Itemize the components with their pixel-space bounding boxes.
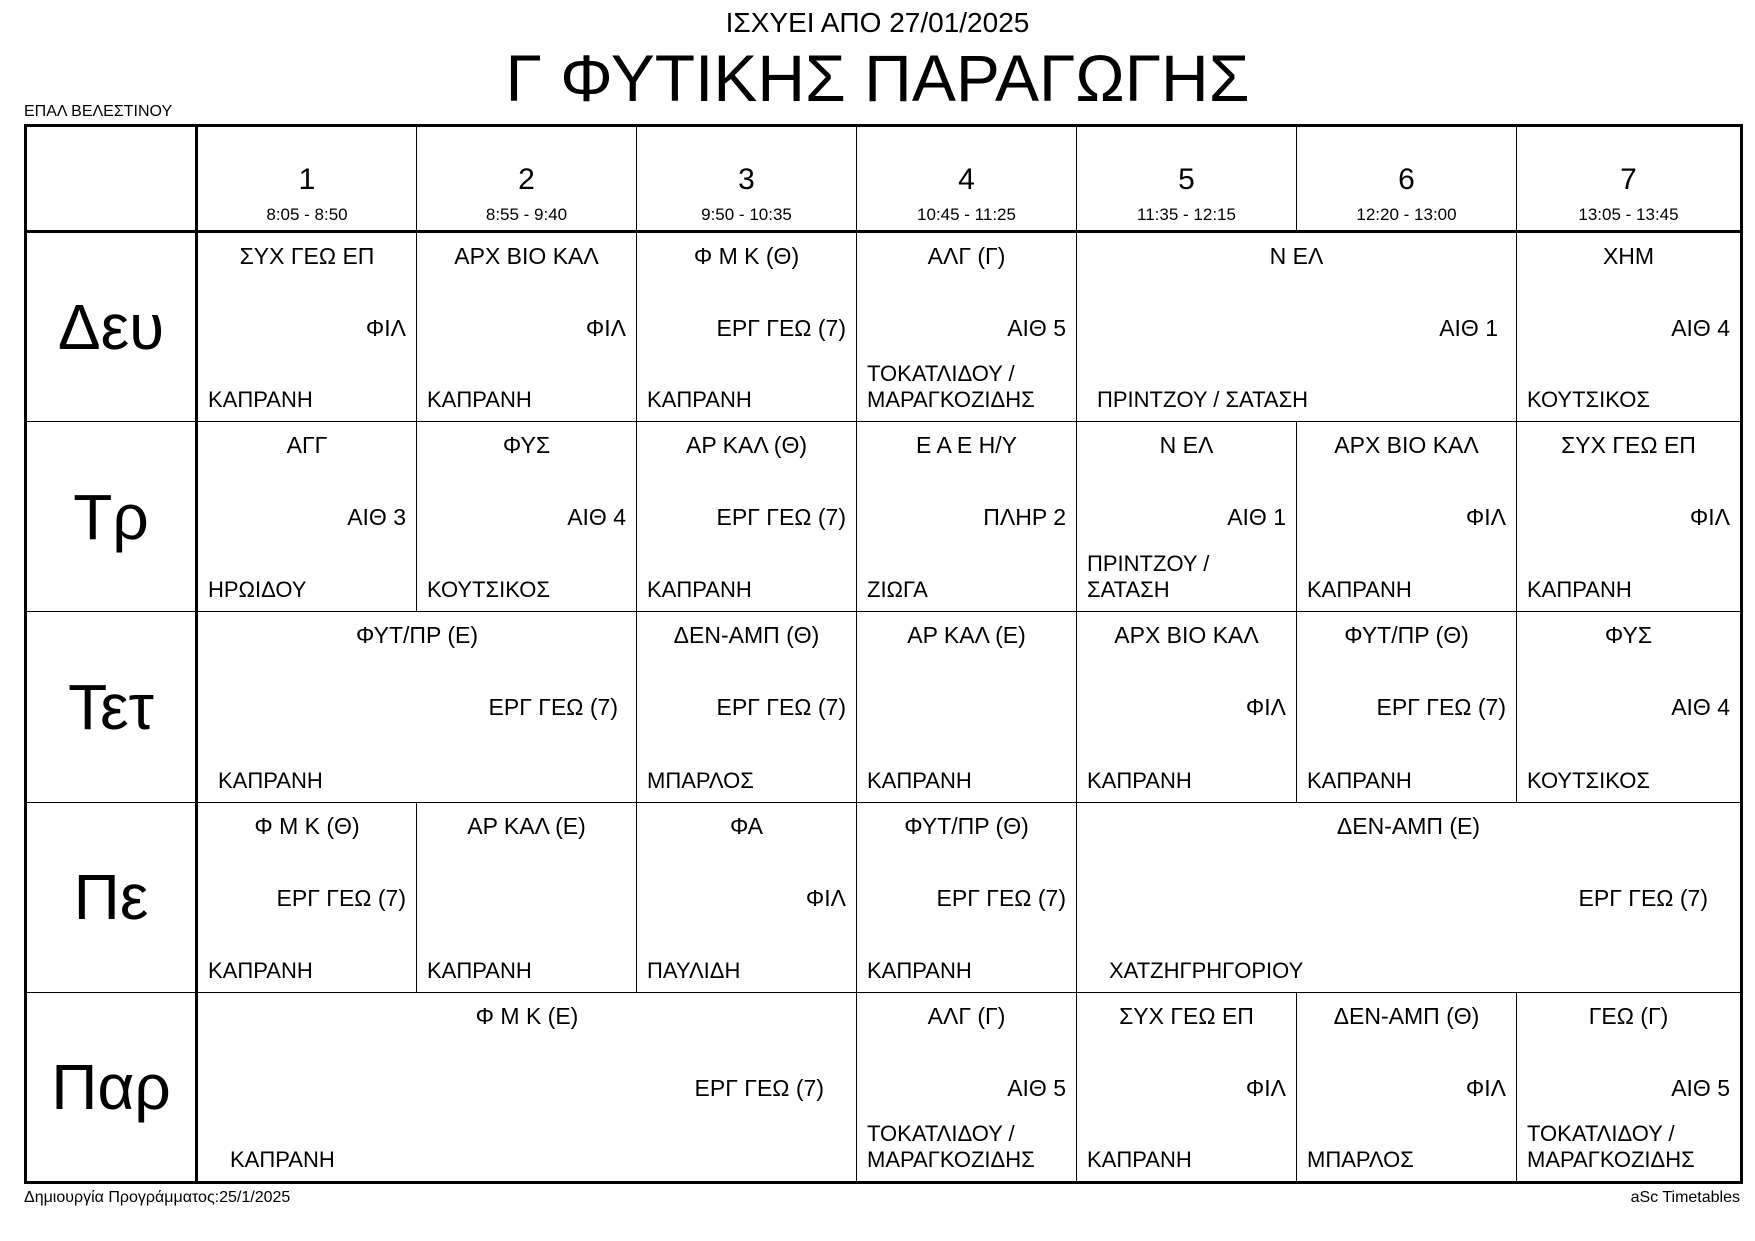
lesson-room: ΕΡΓ ΓΕΩ (7)	[488, 694, 618, 721]
period-header	[1297, 126, 1517, 232]
lesson-room: ΦΙΛ	[1245, 694, 1286, 721]
period-header	[417, 126, 637, 232]
lesson-cell	[1077, 612, 1297, 802]
lesson-room: ΑΙΘ 1	[1227, 504, 1286, 531]
lesson-teacher: ΗΡΩΙΔΟΥ	[208, 577, 307, 603]
lesson-teacher: ΤΟΚΑΤΛΙΔΟΥ / ΜΑΡΑΓΚΟΖΙΔΗΣ	[867, 361, 1035, 413]
period-number: 6	[1398, 163, 1415, 196]
lesson-teacher: ΖΙΩΓΑ	[867, 577, 928, 603]
lesson-teacher: ΚΑΠΡΑΝΗ	[1087, 767, 1192, 793]
validity-subtitle: ΙΣΧΥΕΙ ΑΠΟ 27/01/2025	[725, 7, 1030, 38]
lesson-subject: Φ Μ Κ (Ε)	[475, 1002, 579, 1029]
lesson-subject: ΧΗΜ	[1602, 243, 1655, 270]
lesson-cell	[1517, 422, 1742, 612]
day-label: Τετ	[68, 671, 154, 744]
lesson-teacher: ΚΑΠΡΑΝΗ	[218, 767, 323, 793]
lesson-room: ΑΙΘ 4	[1671, 694, 1730, 721]
period-time: 11:35 - 12:15	[1137, 205, 1236, 224]
lesson-cell	[1517, 612, 1742, 802]
lesson-room: ΦΙΛ	[1465, 1074, 1506, 1101]
lesson-cell	[857, 992, 1077, 1182]
lesson-cell	[857, 612, 1077, 802]
lesson-room: ΑΙΘ 1	[1439, 315, 1498, 342]
lesson-room: ΕΡΓ ΓΕΩ (7)	[936, 884, 1066, 911]
lesson-teacher: ΚΑΠΡΑΝΗ	[1087, 1147, 1192, 1172]
lesson-cell	[197, 612, 637, 802]
lesson-teacher: ΤΟΚΑΤΛΙΔΟΥ / ΜΑΡΑΓΚΟΖΙΔΗΣ	[1527, 1121, 1695, 1172]
lesson-cell	[197, 232, 417, 422]
lesson-cell	[1297, 422, 1517, 612]
lesson-cell	[417, 232, 637, 422]
lesson-subject: ΔΕΝ-ΑΜΠ (Θ)	[1333, 1002, 1480, 1029]
period-time: 12:20 - 13:00	[1356, 205, 1457, 224]
period-header	[637, 126, 857, 232]
lesson-subject: ΑΡΧ ΒΙΟ ΚΑΛ	[1114, 622, 1259, 649]
period-header	[197, 126, 417, 232]
lesson-cell	[1517, 232, 1742, 422]
lesson-cell	[637, 802, 857, 992]
period-number: 3	[738, 163, 755, 196]
period-number: 5	[1178, 163, 1195, 196]
period-time: 9:50 - 10:35	[701, 205, 792, 224]
lesson-teacher: ΚΑΠΡΑΝΗ	[208, 957, 313, 983]
lesson-cell	[1297, 992, 1517, 1182]
day-cell	[26, 422, 197, 612]
lesson-subject: Ν ΕΛ	[1159, 432, 1214, 459]
period-header	[1517, 126, 1742, 232]
lesson-teacher: ΧΑΤΖΗΓΡΗΓΟΡΙΟΥ	[1109, 957, 1304, 983]
period-header	[857, 126, 1077, 232]
period-time: 8:55 - 9:40	[485, 205, 568, 224]
lesson-subject: ΑΡ ΚΑΛ (Θ)	[685, 432, 808, 459]
lesson-teacher: ΜΠΑΡΛΟΣ	[1307, 1147, 1414, 1172]
day-cell	[26, 612, 197, 802]
lesson-room: ΦΙΛ	[1465, 504, 1506, 531]
lesson-subject: ΦΑ	[729, 812, 764, 839]
lesson-cell	[1077, 992, 1297, 1182]
lesson-teacher: ΚΑΠΡΑΝΗ	[208, 387, 313, 413]
lesson-room: ΕΡΓ ΓΕΩ (7)	[716, 504, 846, 531]
lesson-subject: ΑΡ ΚΑΛ (Ε)	[907, 622, 1026, 649]
lesson-subject: ΓΕΩ (Γ)	[1588, 1002, 1669, 1029]
lesson-room: ΕΡΓ ΓΕΩ (7)	[716, 315, 846, 342]
period-number: 7	[1620, 163, 1637, 196]
period-time: 10:45 - 11:25	[917, 205, 1016, 224]
lesson-subject: ΣΥΧ ΓΕΩ ΕΠ	[1119, 1002, 1254, 1029]
lesson-subject: ΣΥΧ ΓΕΩ ΕΠ	[1561, 432, 1696, 459]
lesson-teacher: ΜΠΑΡΛΟΣ	[647, 767, 754, 793]
lesson-cell	[857, 422, 1077, 612]
lesson-subject: ΑΛΓ (Γ)	[927, 243, 1006, 270]
lesson-teacher: ΠΡΙΝΤΖΟΥ / ΣΑΤΑΣΗ	[1087, 551, 1210, 603]
lesson-teacher: ΠΡΙΝΤΖΟΥ / ΣΑΤΑΣΗ	[1097, 387, 1309, 413]
lesson-cell	[1077, 422, 1297, 612]
lesson-room: ΑΙΘ 5	[1007, 315, 1066, 342]
lesson-subject: ΑΡΧ ΒΙΟ ΚΑΛ	[1334, 432, 1479, 459]
lesson-subject: Φ Μ Κ (Θ)	[693, 243, 800, 270]
lesson-room: ΕΡΓ ΓΕΩ (7)	[276, 884, 406, 911]
day-label: Δευ	[57, 291, 165, 364]
creation-date: Δημιουργία Προγράμματος:25/1/2025	[24, 1189, 291, 1206]
lesson-subject: ΦΥΤ/ΠΡ (Θ)	[904, 812, 1029, 839]
lesson-teacher: ΚΑΠΡΑΝΗ	[867, 957, 972, 983]
school-name: ΕΠΑΛ ΒΕΛΕΣΤΙΝΟΥ	[24, 103, 173, 120]
lesson-subject: ΑΡΧ ΒΙΟ ΚΑΛ	[454, 243, 599, 270]
lesson-teacher: ΚΟΥΤΣΙΚΟΣ	[1527, 387, 1650, 413]
lesson-teacher: ΚΑΠΡΑΝΗ	[647, 387, 752, 413]
day-row-tuesday	[26, 422, 1742, 612]
period-number: 2	[518, 163, 535, 196]
day-row-friday	[26, 992, 1742, 1182]
lesson-cell	[417, 422, 637, 612]
lesson-teacher: ΚΑΠΡΑΝΗ	[427, 387, 532, 413]
lesson-room: ΑΙΘ 4	[1671, 315, 1730, 342]
lesson-subject: ΦΥΤ/ΠΡ (Ε)	[356, 622, 478, 649]
lesson-cell	[197, 992, 857, 1182]
corner-cell	[26, 126, 197, 232]
lesson-teacher: ΚΑΠΡΑΝΗ	[647, 577, 752, 603]
lesson-room: ΑΙΘ 5	[1671, 1074, 1730, 1101]
period-time: 13:05 - 13:45	[1578, 205, 1679, 224]
day-cell	[26, 802, 197, 992]
lesson-room: ΦΙΛ	[1245, 1074, 1286, 1101]
day-cell	[26, 992, 197, 1182]
period-time: 8:05 - 8:50	[266, 205, 348, 224]
lesson-teacher: ΚΑΠΡΑΝΗ	[1307, 767, 1412, 793]
lesson-room: ΕΡΓ ΓΕΩ (7)	[1578, 884, 1708, 911]
timetable-grid	[24, 124, 1743, 1184]
lesson-room: ΕΡΓ ΓΕΩ (7)	[1376, 694, 1506, 721]
day-row-monday	[26, 232, 1742, 422]
lesson-room: ΑΙΘ 5	[1007, 1074, 1066, 1101]
period-number: 4	[958, 163, 975, 196]
lesson-room: ΑΙΘ 3	[347, 504, 406, 531]
lesson-room: ΦΙΛ	[805, 884, 846, 911]
day-label: Πε	[73, 861, 149, 934]
lesson-cell	[1517, 992, 1742, 1182]
lesson-cell	[417, 802, 637, 992]
lesson-subject: ΑΓΓ	[286, 432, 328, 459]
lesson-subject: Ε Α Ε Η/Υ	[916, 432, 1017, 459]
lesson-subject: Φ Μ Κ (Θ)	[254, 812, 360, 839]
lesson-teacher: ΚΟΥΤΣΙΚΟΣ	[427, 577, 550, 603]
lesson-room: ΠΛΗΡ 2	[983, 504, 1066, 531]
lesson-cell	[857, 232, 1077, 422]
lesson-teacher: ΤΟΚΑΤΛΙΔΟΥ / ΜΑΡΑΓΚΟΖΙΔΗΣ	[867, 1121, 1035, 1172]
lesson-cell	[857, 802, 1077, 992]
lesson-room: ΑΙΘ 4	[567, 504, 626, 531]
software-credit: aSc Timetables	[1630, 1189, 1740, 1206]
lesson-teacher: ΠΑΥΛΙΔΗ	[647, 957, 741, 983]
lesson-cell	[1077, 802, 1742, 992]
period-header	[1077, 126, 1297, 232]
day-label: Παρ	[51, 1050, 171, 1123]
lesson-teacher: ΚΑΠΡΑΝΗ	[427, 957, 532, 983]
lesson-cell	[197, 802, 417, 992]
lesson-subject: ΔΕΝ-ΑΜΠ (Θ)	[673, 622, 820, 649]
lesson-cell	[1077, 232, 1517, 422]
lesson-teacher: ΚΑΠΡΑΝΗ	[867, 767, 972, 793]
lesson-cell	[197, 422, 417, 612]
lesson-room: ΕΡΓ ΓΕΩ (7)	[716, 694, 846, 721]
lesson-subject: ΣΥΧ ΓΕΩ ΕΠ	[239, 243, 375, 270]
lesson-teacher: ΚΑΠΡΑΝΗ	[1307, 577, 1412, 603]
day-row-wednesday	[26, 612, 1742, 802]
lesson-subject: ΑΛΓ (Γ)	[927, 1002, 1006, 1029]
lesson-teacher: ΚΑΠΡΑΝΗ	[230, 1147, 335, 1172]
lesson-subject: Ν ΕΛ	[1269, 243, 1324, 270]
lesson-room: ΦΙΛ	[585, 315, 626, 342]
lesson-cell	[637, 422, 857, 612]
lesson-cell	[637, 232, 857, 422]
lesson-subject: ΑΡ ΚΑΛ (Ε)	[467, 812, 586, 839]
lesson-teacher: ΚΑΠΡΑΝΗ	[1527, 577, 1632, 603]
lesson-teacher: ΚΟΥΤΣΙΚΟΣ	[1527, 767, 1650, 793]
lesson-subject: ΦΥΣ	[1604, 622, 1653, 649]
lesson-room: ΦΙΛ	[1689, 504, 1730, 531]
day-cell	[26, 232, 197, 422]
day-label: Τρ	[73, 480, 149, 553]
lesson-room: ΦΙΛ	[365, 315, 406, 342]
period-header-row	[26, 126, 1742, 232]
lesson-cell	[637, 612, 857, 802]
period-number: 1	[298, 163, 316, 196]
lesson-subject: ΦΥΣ	[502, 432, 551, 459]
lesson-cell	[1297, 612, 1517, 802]
lesson-room: ΕΡΓ ΓΕΩ (7)	[694, 1074, 824, 1101]
lesson-subject: ΔΕΝ-ΑΜΠ (Ε)	[1336, 812, 1481, 839]
page-title: Γ ΦΥΤΙΚΗΣ ΠΑΡΑΓΩΓΗΣ	[505, 41, 1250, 115]
lesson-subject: ΦΥΤ/ΠΡ (Θ)	[1344, 622, 1469, 649]
day-row-thursday	[26, 802, 1742, 992]
